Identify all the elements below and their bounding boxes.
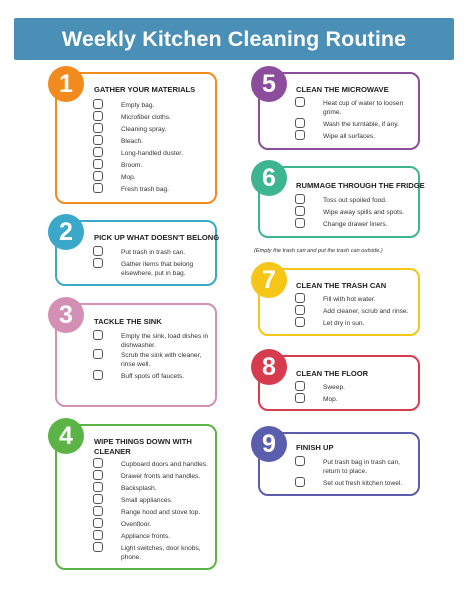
task-checkbox[interactable] bbox=[93, 494, 103, 504]
task-label: Wipe all surfaces. bbox=[323, 133, 376, 140]
section-number-badge: 4 bbox=[48, 418, 84, 454]
task-label: Empty the sink, load dishes in dishwasher. bbox=[121, 333, 209, 349]
section-number-badge: 3 bbox=[48, 297, 84, 333]
task-checkbox[interactable] bbox=[295, 218, 305, 228]
section-number-badge: 2 bbox=[48, 214, 84, 250]
task-checkbox[interactable] bbox=[93, 246, 103, 256]
task-label: Mop. bbox=[121, 174, 136, 181]
page-title: Weekly Kitchen Cleaning Routine bbox=[61, 26, 407, 51]
task-checkbox[interactable] bbox=[93, 99, 103, 109]
task-label: Broom. bbox=[121, 162, 143, 169]
task-checkbox[interactable] bbox=[93, 135, 103, 145]
task-checkbox[interactable] bbox=[93, 183, 103, 193]
task-checkbox[interactable] bbox=[93, 370, 103, 380]
header-bar bbox=[14, 18, 454, 60]
task-checkbox[interactable] bbox=[93, 349, 103, 359]
task-checkbox[interactable] bbox=[295, 381, 305, 391]
task-label: Wipe away spills and spots. bbox=[323, 209, 404, 216]
task-label: Light switches, door knobs, phone. bbox=[121, 545, 201, 561]
task-label: Wash the turntable, if any. bbox=[323, 121, 399, 128]
task-checkbox[interactable] bbox=[93, 111, 103, 121]
task-label: Fill with hot water. bbox=[323, 296, 376, 303]
task-label: Put trash in trash can. bbox=[121, 249, 186, 256]
task-checkbox[interactable] bbox=[295, 118, 305, 128]
task-label: Mop. bbox=[323, 396, 338, 403]
task-label: Bleach. bbox=[121, 138, 143, 145]
task-label: Buff spots off faucets. bbox=[121, 373, 185, 380]
task-checkbox[interactable] bbox=[93, 123, 103, 133]
task-checkbox[interactable] bbox=[295, 477, 305, 487]
task-checkbox[interactable] bbox=[295, 293, 305, 303]
section-number-badge: 6 bbox=[251, 160, 287, 196]
task-checkbox[interactable] bbox=[295, 194, 305, 204]
task-label: Let dry in sun. bbox=[323, 320, 365, 327]
task-label: Range hood and stove top. bbox=[121, 509, 201, 516]
task-label: Small appliances. bbox=[121, 497, 173, 504]
task-label: Scrub the sink with cleaner, rinse well. bbox=[121, 352, 202, 368]
section-number-badge: 1 bbox=[48, 66, 84, 102]
task-label: Heat cup of water to loosen grime. bbox=[323, 100, 404, 116]
task-checkbox[interactable] bbox=[93, 506, 103, 516]
section-title: TACKLE THE SINK bbox=[94, 317, 162, 326]
section-title: GATHER YOUR MATERIALS bbox=[94, 85, 196, 94]
header bbox=[0, 0, 474, 62]
section-title: WIPE THINGS DOWN WITH CLEANER bbox=[94, 437, 192, 456]
task-label: Long-handled duster. bbox=[121, 150, 183, 157]
task-checkbox[interactable] bbox=[295, 393, 305, 403]
section-title: CLEAN THE TRASH CAN bbox=[296, 281, 387, 290]
task-label: Drawer fronts and handles. bbox=[121, 473, 201, 480]
task-label: Empty bag. bbox=[121, 102, 155, 109]
task-checkbox[interactable] bbox=[295, 317, 305, 327]
task-checkbox[interactable] bbox=[93, 470, 103, 480]
section-number-badge: 7 bbox=[251, 262, 287, 298]
task-checkbox[interactable] bbox=[93, 258, 103, 268]
section-title: RUMMAGE THROUGH THE FRIDGE bbox=[296, 181, 425, 190]
task-label: Ovenfloor. bbox=[121, 521, 152, 528]
section-title: FINISH UP bbox=[296, 443, 334, 452]
task-checkbox[interactable] bbox=[295, 130, 305, 140]
task-label: Fresh trash bag. bbox=[121, 186, 170, 193]
task-checkbox[interactable] bbox=[93, 458, 103, 468]
task-label: Toss out spoiled food. bbox=[323, 197, 387, 204]
task-checkbox[interactable] bbox=[93, 147, 103, 157]
task-label: Cupboard doors and handles. bbox=[121, 461, 208, 468]
task-label: Cleaning spray. bbox=[121, 126, 167, 133]
task-checkbox[interactable] bbox=[93, 518, 103, 528]
task-checkbox[interactable] bbox=[295, 305, 305, 315]
task-label: Microfiber cloths. bbox=[121, 114, 171, 121]
trash-note: (Empty the trash can and put the trash can outside.) bbox=[254, 248, 383, 254]
task-checkbox[interactable] bbox=[93, 482, 103, 492]
task-checkbox[interactable] bbox=[295, 97, 305, 107]
section-title: PICK UP WHAT DOESN'T BELONG bbox=[94, 233, 220, 242]
section-number-badge: 9 bbox=[251, 426, 287, 462]
task-label: Sweep. bbox=[323, 384, 345, 391]
section-title: CLEAN THE FLOOR bbox=[296, 369, 369, 378]
task-checkbox[interactable] bbox=[93, 542, 103, 552]
task-label: Change drawer liners. bbox=[323, 221, 388, 228]
section-number-badge: 5 bbox=[251, 66, 287, 102]
task-label: Set out fresh kitchen towel. bbox=[323, 480, 403, 487]
task-label: Add cleaner, scrub and rinse. bbox=[323, 308, 409, 315]
task-checkbox[interactable] bbox=[93, 530, 103, 540]
section-title: CLEAN THE MICROWAVE bbox=[296, 85, 389, 94]
task-checkbox[interactable] bbox=[295, 456, 305, 466]
task-label: Gather items that belong elsewhere, put in bag. bbox=[121, 261, 194, 277]
task-checkbox[interactable] bbox=[295, 206, 305, 216]
task-label: Backsplash. bbox=[121, 485, 157, 492]
section-number-badge: 8 bbox=[251, 349, 287, 385]
task-checkbox[interactable] bbox=[93, 159, 103, 169]
task-label: Put trash bag in trash can, return to place. bbox=[323, 459, 400, 475]
task-checkbox[interactable] bbox=[93, 330, 103, 340]
task-label: Appliance fronts. bbox=[121, 533, 171, 540]
task-checkbox[interactable] bbox=[93, 171, 103, 181]
